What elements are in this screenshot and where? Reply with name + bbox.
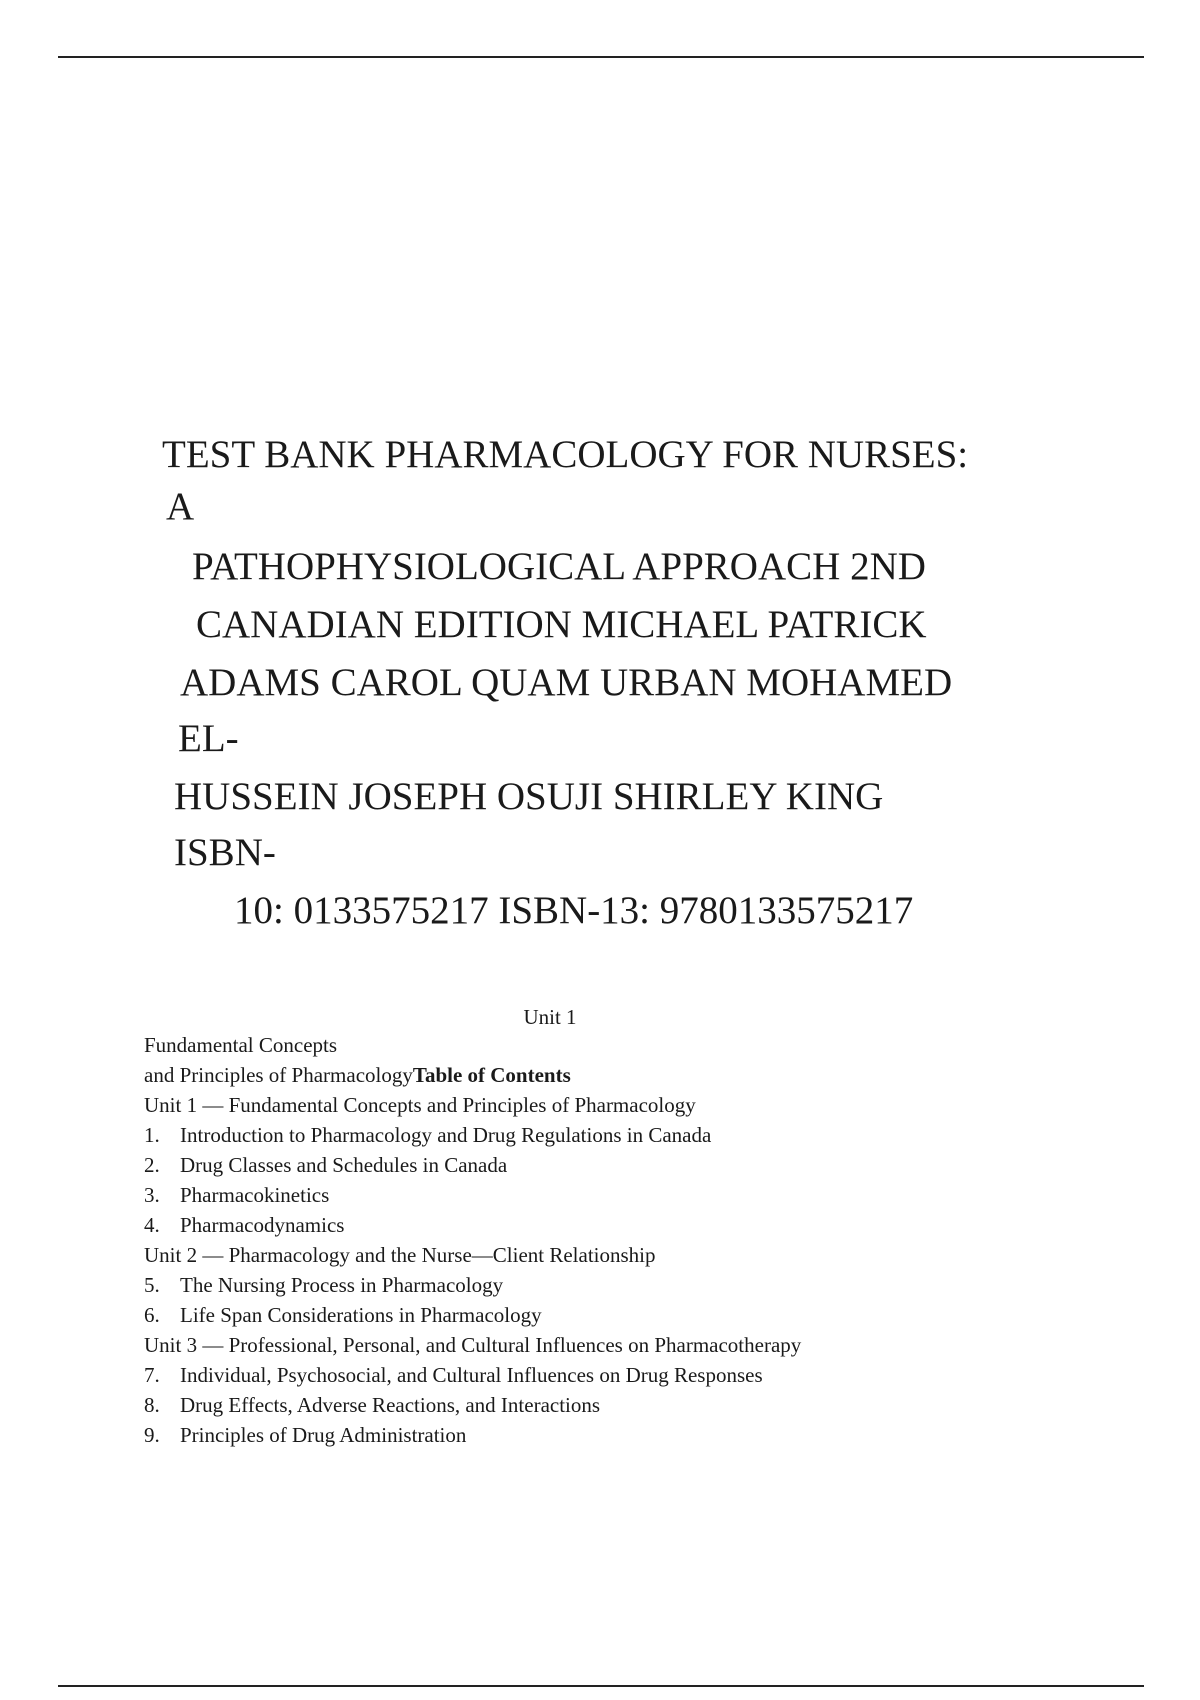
title-line-2: A (166, 485, 195, 528)
unit-subtitle-line1: Fundamental Concepts (144, 1033, 338, 1057)
title-line-3: PATHOPHYSIOLOGICAL APPROACH 2ND (192, 545, 926, 588)
title-line-8: ISBN- (174, 831, 276, 874)
toc-entry (144, 1390, 1124, 1420)
top-rule (58, 56, 1144, 58)
toc-entry (144, 1300, 1124, 1330)
toc-entry (144, 1150, 1124, 1180)
toc-entry-number: 8. (144, 1393, 160, 1417)
unit-subtitle-text: and Principles of Pharmacology (144, 1063, 413, 1087)
toc-entry (144, 1270, 1124, 1300)
toc-entry-title: Pharmacokinetics (180, 1183, 330, 1207)
unit-heading: Unit 1 (523, 1005, 577, 1029)
title-line-1: TEST BANK PHARMACOLOGY FOR NURSES: (162, 433, 969, 476)
title-line-7: HUSSEIN JOSEPH OSUJI SHIRLEY KING (174, 775, 884, 818)
toc-entry-title: Introduction to Pharmacology and Drug Regulations in Canada (180, 1123, 712, 1147)
table-of-contents (144, 1030, 1124, 1450)
toc-entry-number: 9. (144, 1423, 160, 1447)
title-line-4: CANADIAN EDITION MICHAEL PATRICK (196, 603, 927, 646)
toc-entry-title: Principles of Drug Administration (180, 1423, 467, 1447)
toc-entry-number: 1. (144, 1123, 160, 1147)
toc-unit-heading: Unit 1 — Fundamental Concepts and Principles of Pharmacology (144, 1093, 696, 1117)
toc-unit-heading: Unit 3 — Professional, Personal, and Cultural Influences on Pharmacotherapy (144, 1333, 802, 1357)
toc-unit-heading: Unit 2 — Pharmacology and the Nurse—Client Relationship (144, 1243, 656, 1267)
title-line-5: ADAMS CAROL QUAM URBAN MOHAMED (180, 661, 953, 704)
bottom-rule (58, 1685, 1144, 1687)
toc-entry (144, 1120, 1124, 1150)
toc-entry-number: 7. (144, 1363, 160, 1387)
toc-entry-title: Drug Effects, Adverse Reactions, and Interactions (180, 1393, 601, 1417)
toc-entry (144, 1210, 1124, 1240)
toc-entry-number: 2. (144, 1153, 160, 1177)
title-line-9: 10: 0133575217 ISBN-13: 9780133575217 (234, 889, 914, 932)
toc-entry (144, 1360, 1124, 1390)
toc-entry-number: 4. (144, 1213, 160, 1237)
toc-entry-number: 5. (144, 1273, 160, 1297)
unit-subtitle-line2 (144, 1060, 1124, 1090)
toc-entry-title: Drug Classes and Schedules in Canada (180, 1153, 508, 1177)
toc-title: Table of Contents (412, 1063, 571, 1087)
toc-entry (144, 1420, 1124, 1450)
toc-entry-title: Individual, Psychosocial, and Cultural Influences on Drug Responses (180, 1363, 763, 1387)
toc-entry (144, 1180, 1124, 1210)
toc-entry-title: Pharmacodynamics (180, 1213, 345, 1237)
toc-entry-number: 3. (144, 1183, 160, 1207)
toc-entry-title: The Nursing Process in Pharmacology (180, 1273, 504, 1297)
toc-entry-number: 6. (144, 1303, 160, 1327)
title-line-6: EL- (178, 717, 239, 760)
toc-entry-title: Life Span Considerations in Pharmacology (180, 1303, 542, 1327)
